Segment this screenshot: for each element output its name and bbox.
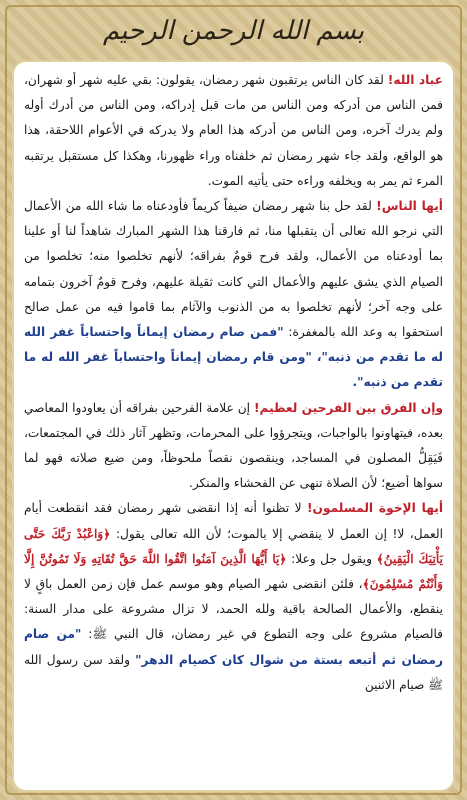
paragraph-1 — [24, 68, 443, 194]
paragraph-body: إن علامة الفرحين بفراقه أن يعاودوا المعاصي بعده، فيتهاونوا بالواجبات، ويتجرؤوا على المحرمات، وتظهر آثار ذلك في المجتمعات، فَيَقِلُّ المصلون في المساجد، وينقصون نقصاً ملحوظاً، ومن ضيع صلاته فهو لما سواها أضيع؛ لأن الصلاة تنهى عن الفحشاء والمنكر. — [24, 400, 443, 491]
paragraph-body: لقد كان الناس يرتقبون شهر رمضان، يقولون: بقي عليه شهر أو شهران، فمن الناس من أدركه ومن الناس من مات قبل إدراكه، ومن الناس من أدرك أوله ولم يدرك آخره، ومن الناس من أدركه هذا العام ولا يدركه في الأعوام اللاحقة، هذا هو الواقع، ولقد جاء شهر رمضان ثم خلفناه وراء ظهورنا، وهكذا كل مستقبل يرتقبه المرء ثم يمر به ويخلفه وراءه حتى يأتيه الموت. — [24, 73, 443, 188]
paragraph-body: ولقد سن رسول الله ﷺ صيام الاثنين — [24, 652, 443, 692]
paragraph-heading: أيها الإخوة المسلمون! — [307, 501, 443, 516]
hadith-quote: "من صام رمضان ثم أتبعه بستة من شوال كان كصيام الدهر" — [24, 627, 443, 667]
sermon-text — [24, 68, 443, 698]
hadith-quote: "فمن صام رمضان إيماناً واحتساباً غفر الله له ما تقدم من ذنبه"، "ومن قام رمضان إيماناً واحتساباً غفر الله له ما تقدم من ذنبه". — [24, 325, 443, 390]
paragraph-2 — [24, 194, 443, 396]
quran-verse: ﴿وَاعْبُدْ رَبَّكَ حَتَّى يَأْتِيَكَ الْيَقِينُ﴾ — [24, 526, 443, 566]
paragraph-3 — [24, 396, 443, 497]
paragraph-heading: وإن الفرق بين الفرحين لعظيم! — [253, 400, 444, 415]
paragraph-heading: أيها الناس! — [376, 199, 443, 214]
content-panel — [14, 62, 453, 790]
basmala-calligraphy: بسم الله الرحمن الرحيم — [102, 16, 365, 46]
paragraph-body: لا تظنوا أنه إذا انقضى شهر رمضان فقد انقطعت أيام العمل، لا! إن العمل لا ينقضي إلا بالموت؛ لأن الله تعالى يقول: — [24, 501, 443, 541]
paragraph-heading: عباد الله! — [387, 73, 443, 87]
paragraph-body: ويقول جل وعلا: — [286, 551, 377, 566]
paragraph-4 — [24, 496, 443, 698]
paragraph-body: ، فلئن انقضى شهر الصيام وهو موسم عمل فإن زمن العمل باقٍ لا ينقطع، والأعمال الصالحة باقية ولله الحمد، لا تزال مشروعة على مدار السنة: فالصيام مشروع على وجه التطوع في غير رمضان، قال النبي ﷺ: — [24, 577, 443, 642]
quran-verse: ﴿يَا أَيُّهَا الَّذِينَ آمَنُوا اتَّقُوا اللَّهَ حَقَّ تُقَاتِهِ وَلَا تَمُوتُنَّ إِلَّا وَأَنْتُمْ مُسْلِمُونَ﴾ — [24, 551, 443, 592]
paragraph-body: لقد حل بنا شهر رمضان ضيفاً كريماً فأودعناه ما شاء الله من الأعمال التي نرجو الله تعالى أن يتقبلها منا، ثم فارقنا هذا الشهر المبارك شاهداً لنا أو علينا بما أودعناه من الأعمال، ولقد فرح قومٌ بفراقه؛ لأنهم تخلصوا منه؛ تخلصوا من الصيام الذي يشق عليهم والأعمال التي كانت ثقيلة عليهم، وفرح قومٌ آخرون بتمامه على وجه آخر؛ لأنهم تخلصوا به من الذنوب والآثام بما قاموا فيه من عمل صالح استحقوا به وعد الله بالمغفرة: — [24, 199, 444, 340]
header — [0, 0, 467, 62]
